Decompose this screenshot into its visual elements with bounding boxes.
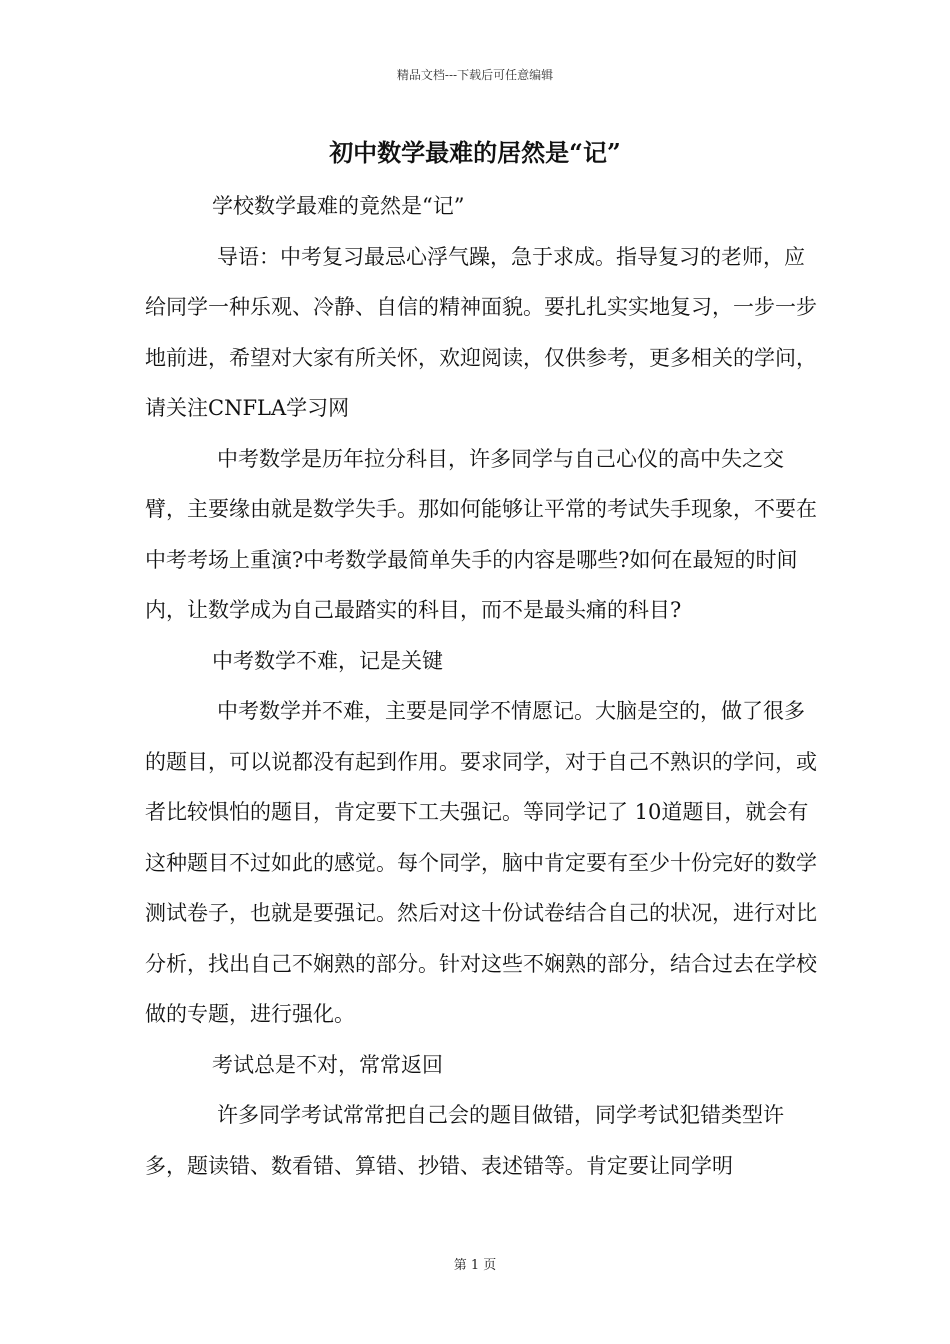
paragraph-subheading: 考试总是不对，常常返回 (212, 1052, 443, 1077)
paragraph: 中考数学并不难，主要是同学不情愿记。大脑是空的，做了很多的题目，可以说都没有起到作用。要求同学，对于自己不熟识的学问，或者比较惧怕的题目，肯定要下工夫强记。等同学记了 10道题目，就会有这种题目不过如此的感觉。每个同学，脑中肯定要有至少十份完好的数学测试卷子，也就是要强记。然后对这十份试卷结合自己的状况，进行对比分析，找出自己不娴熟的部分。针对这些不娴熟的部分，结合过去在学校做的专题，进行强化。 (145, 699, 817, 1026)
page-number: 第 1 页 (453, 1258, 497, 1273)
document-body (145, 181, 825, 1191)
document-title: 初中数学最难的居然是“记” (329, 138, 621, 167)
page-header: 精品文档---下载后可任意编辑 (396, 68, 554, 82)
paragraph-subheading: 学校数学最难的竟然是“记” (212, 194, 465, 218)
paragraph-subheading: 中考数学不难，记是关键 (212, 648, 443, 673)
paragraph: 导语：中考复习最忌心浮气躁，急于求成。指导复习的老师，应给同学一种乐观、冷静、自信的精神面貌。要扎扎实实地复习，一步一步地前进，希望对大家有所关怀，欢迎阅读，仅供参考，更多相关的学问，请关注CNFLA学习网 (145, 244, 817, 420)
paragraph: 许多同学考试常常把自己会的题目做错，同学考试犯错类型许多，题读错、数看错、算错、抄错、表述错等。肯定要让同学明 (145, 1103, 784, 1178)
paragraph: 中考数学是历年拉分科目，许多同学与自己心仪的高中失之交臂，主要缘由就是数学失手。那如何能够让平常的考试失手现象，不要在中考考场上重演?中考数学最简单失手的内容是哪些?如何在最短的时间内，让数学成为自己最踏实的科目，而不是最头痛的科目? (145, 446, 817, 622)
